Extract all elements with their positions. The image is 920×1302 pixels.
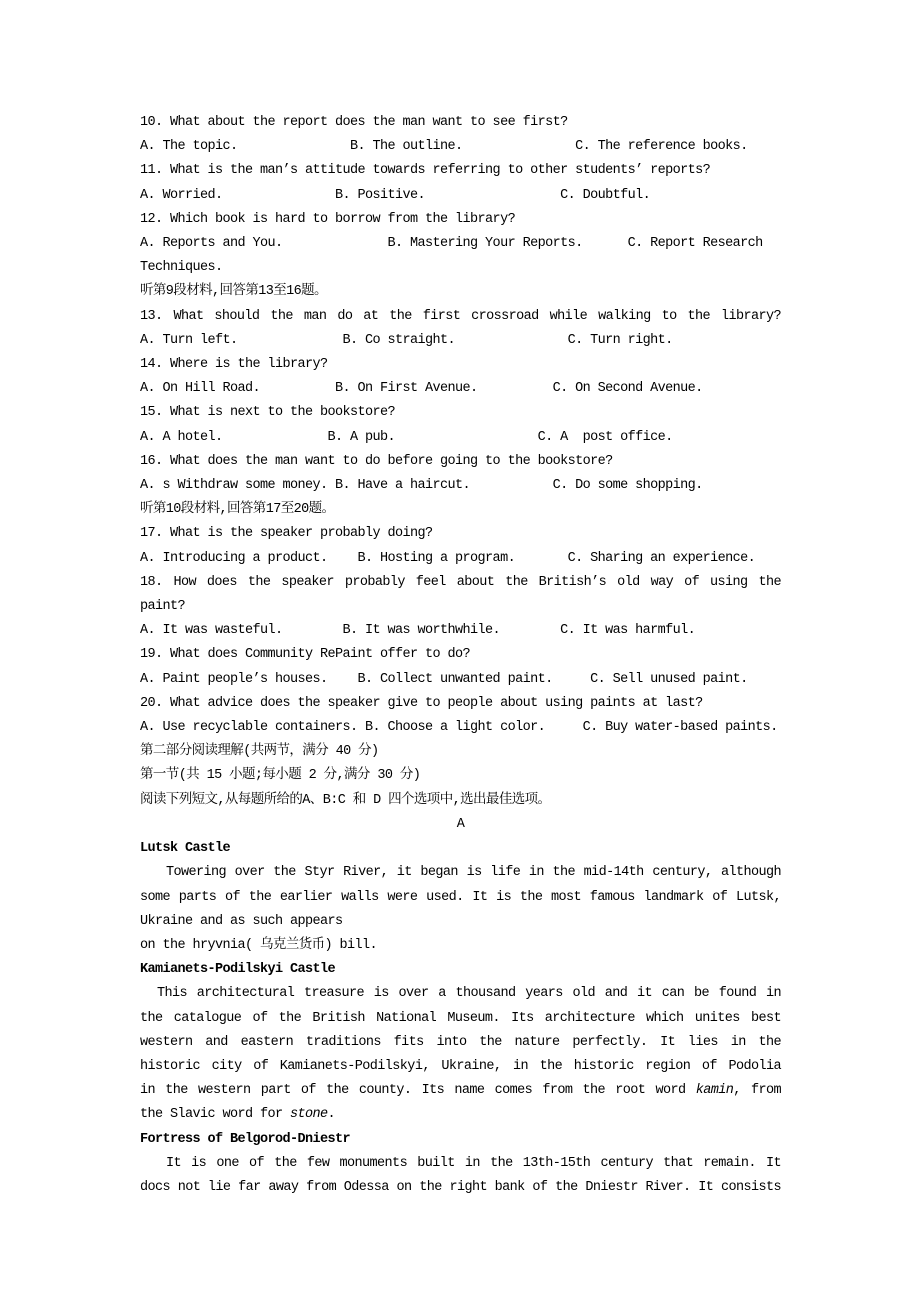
options-10 [140,135,781,159]
options-18 [140,619,781,643]
text-segment: 听第9段材料,回答第13至16题。 [140,284,327,300]
instructions [140,789,781,813]
text-segment: Fortress of Belgorod-Dniestr [140,1131,351,1147]
question-11 [140,159,781,183]
paragraph-line [140,1055,781,1079]
text-segment: Techniques. [140,260,223,276]
options-11 [140,184,781,208]
paragraph-line [140,1079,781,1103]
text-segment: 15. What is next to the bookstore? [140,405,396,421]
text-segment: This architectural treasure is over a thousand years old and it can be found in [157,986,781,1002]
document-body [140,111,781,1200]
text-segment: A. Reports and You. B. Mastering Your Reports. C. Report Research [140,236,763,252]
question-16 [140,450,781,474]
text-segment: , from [733,1083,781,1099]
text-segment: Ukraine and as such appears [140,913,343,929]
text-segment: historic city of Kamianets-Podilskyi, Ukraine, in the historic region of Podolia [140,1058,781,1074]
text-segment: 11. What is the man’s attitude towards referring to other students’ reports? [140,163,711,179]
options-13 [140,329,781,353]
text-segment: A. A hotel. B. A pub. C. A post office. [140,429,673,445]
text-segment: the catalogue of the British National Museum. Its architecture which unites best [140,1010,781,1026]
heading-kamianets-castle [140,958,781,982]
text-segment: A. Paint people’s houses. B. Collect unwanted paint. C. Sell unused paint. [140,671,748,687]
text-segment: 13. What should the man do at the first crossroad while walking to the library? [140,308,781,324]
text-segment: western and eastern traditions fits into the nature perfectly. It lies in the [140,1034,781,1050]
paragraph-line [140,934,781,958]
text-segment: A. Worried. B. Positive. C. Doubtful. [140,187,651,203]
text-segment: on the hryvnia( 乌克兰货币) bill. [140,937,378,953]
text-segment: A. Introducing a product. B. Hosting a program. C. Sharing an experience. [140,550,756,566]
text-segment: 18. How does the speaker probably feel about the British’s old way of using the paint? [140,574,781,615]
options-12 [140,232,781,256]
text-segment: docs not lie far away from Odessa on the right bank of the Dniestr River. It consists [140,1179,781,1195]
text-segment: Kamianets-Podilskyi Castle [140,962,336,978]
text-segment: 第二部分阅读理解(共两节，满分 40 分) [140,744,379,760]
text-segment: A. s Withdraw some money. B. Have a haircut. C. Do some shopping. [140,478,703,494]
paragraph-line [140,861,781,885]
paragraph-line [140,886,781,910]
text-segment: 10. What about the report does the man want to see first? [140,115,568,130]
text-segment: A. Use recyclable containers. B. Choose a light color. C. Buy water-based paints. [140,720,778,736]
question-12 [140,208,781,232]
paragraph-line [140,1031,781,1055]
text-segment: some parts of the earlier walls were used. It is the most famous landmark of Lutsk, [140,889,781,905]
text-segment: A. It was wasteful. B. It was worthwhile. C. It was harmful. [140,623,696,639]
text-segment: . [327,1107,336,1123]
options-20 [140,716,781,740]
options-19 [140,668,781,692]
question-19 [140,643,781,667]
paragraph-line [140,1152,781,1176]
question-13 [140,305,781,329]
text-segment: A. On Hill Road. B. On First Avenue. C. On Second Avenue. [140,381,703,397]
options-12-wrap [140,256,781,280]
italic-term: stone [290,1107,328,1123]
text-segment: the Slavic word for [140,1107,291,1123]
heading-belgorod-fortress [140,1128,781,1152]
text-segment: 阅读下列短文,从每题所给的A、B:C 和 D 四个选项中,选出最佳选项。 [140,792,551,808]
text-segment: Towering over the Styr River, it began is life in the mid-14th century, although [166,865,781,881]
text-segment: in the western part of the county. Its name comes from the root word [140,1083,696,1099]
passage-label [140,813,781,837]
text-segment: 14. Where is the library? [140,357,328,373]
part2-heading [140,740,781,764]
text-segment: It is one of the few monuments built in the 13th-15th century that remain. It [166,1155,781,1171]
text-segment: 第一节(共 15 小题;每小题 2 分,满分 30 分) [140,768,421,784]
question-15 [140,401,781,425]
section-cue-10 [140,498,781,522]
text-segment: 16. What does the man want to do before going to the bookstore? [140,453,613,469]
text-segment: 19. What does Community RePaint offer to do? [140,647,471,663]
paragraph-line [140,1176,781,1200]
options-15 [140,426,781,450]
question-14 [140,353,781,377]
text-segment: A [456,816,465,832]
options-16 [140,474,781,498]
question-18 [140,571,781,619]
text-segment: 20. What advice does the speaker give to people about using paints at last? [140,695,703,711]
paragraph-line [140,982,781,1006]
question-20 [140,692,781,716]
text-segment: Lutsk Castle [140,841,231,857]
paragraph-line [140,910,781,934]
text-segment: 听第10段材料,回答第17至20题。 [140,502,335,518]
text-segment: A. Turn left. B. Co straight. C. Turn right. [140,332,673,348]
italic-term: kamin [695,1083,734,1099]
section1-heading [140,764,781,788]
text-segment: A. The topic. B. The outline. C. The reference books. [140,139,748,155]
question-17 [140,522,781,546]
section-cue-9 [140,280,781,304]
paragraph-line [140,1103,781,1127]
options-17 [140,547,781,571]
question-10 [140,111,781,135]
paragraph-line [140,1007,781,1031]
heading-lutsk-castle [140,837,781,861]
text-segment: 17. What is the speaker probably doing? [140,526,433,542]
text-segment: 12. Which book is hard to borrow from the library? [140,211,516,227]
options-14 [140,377,781,401]
